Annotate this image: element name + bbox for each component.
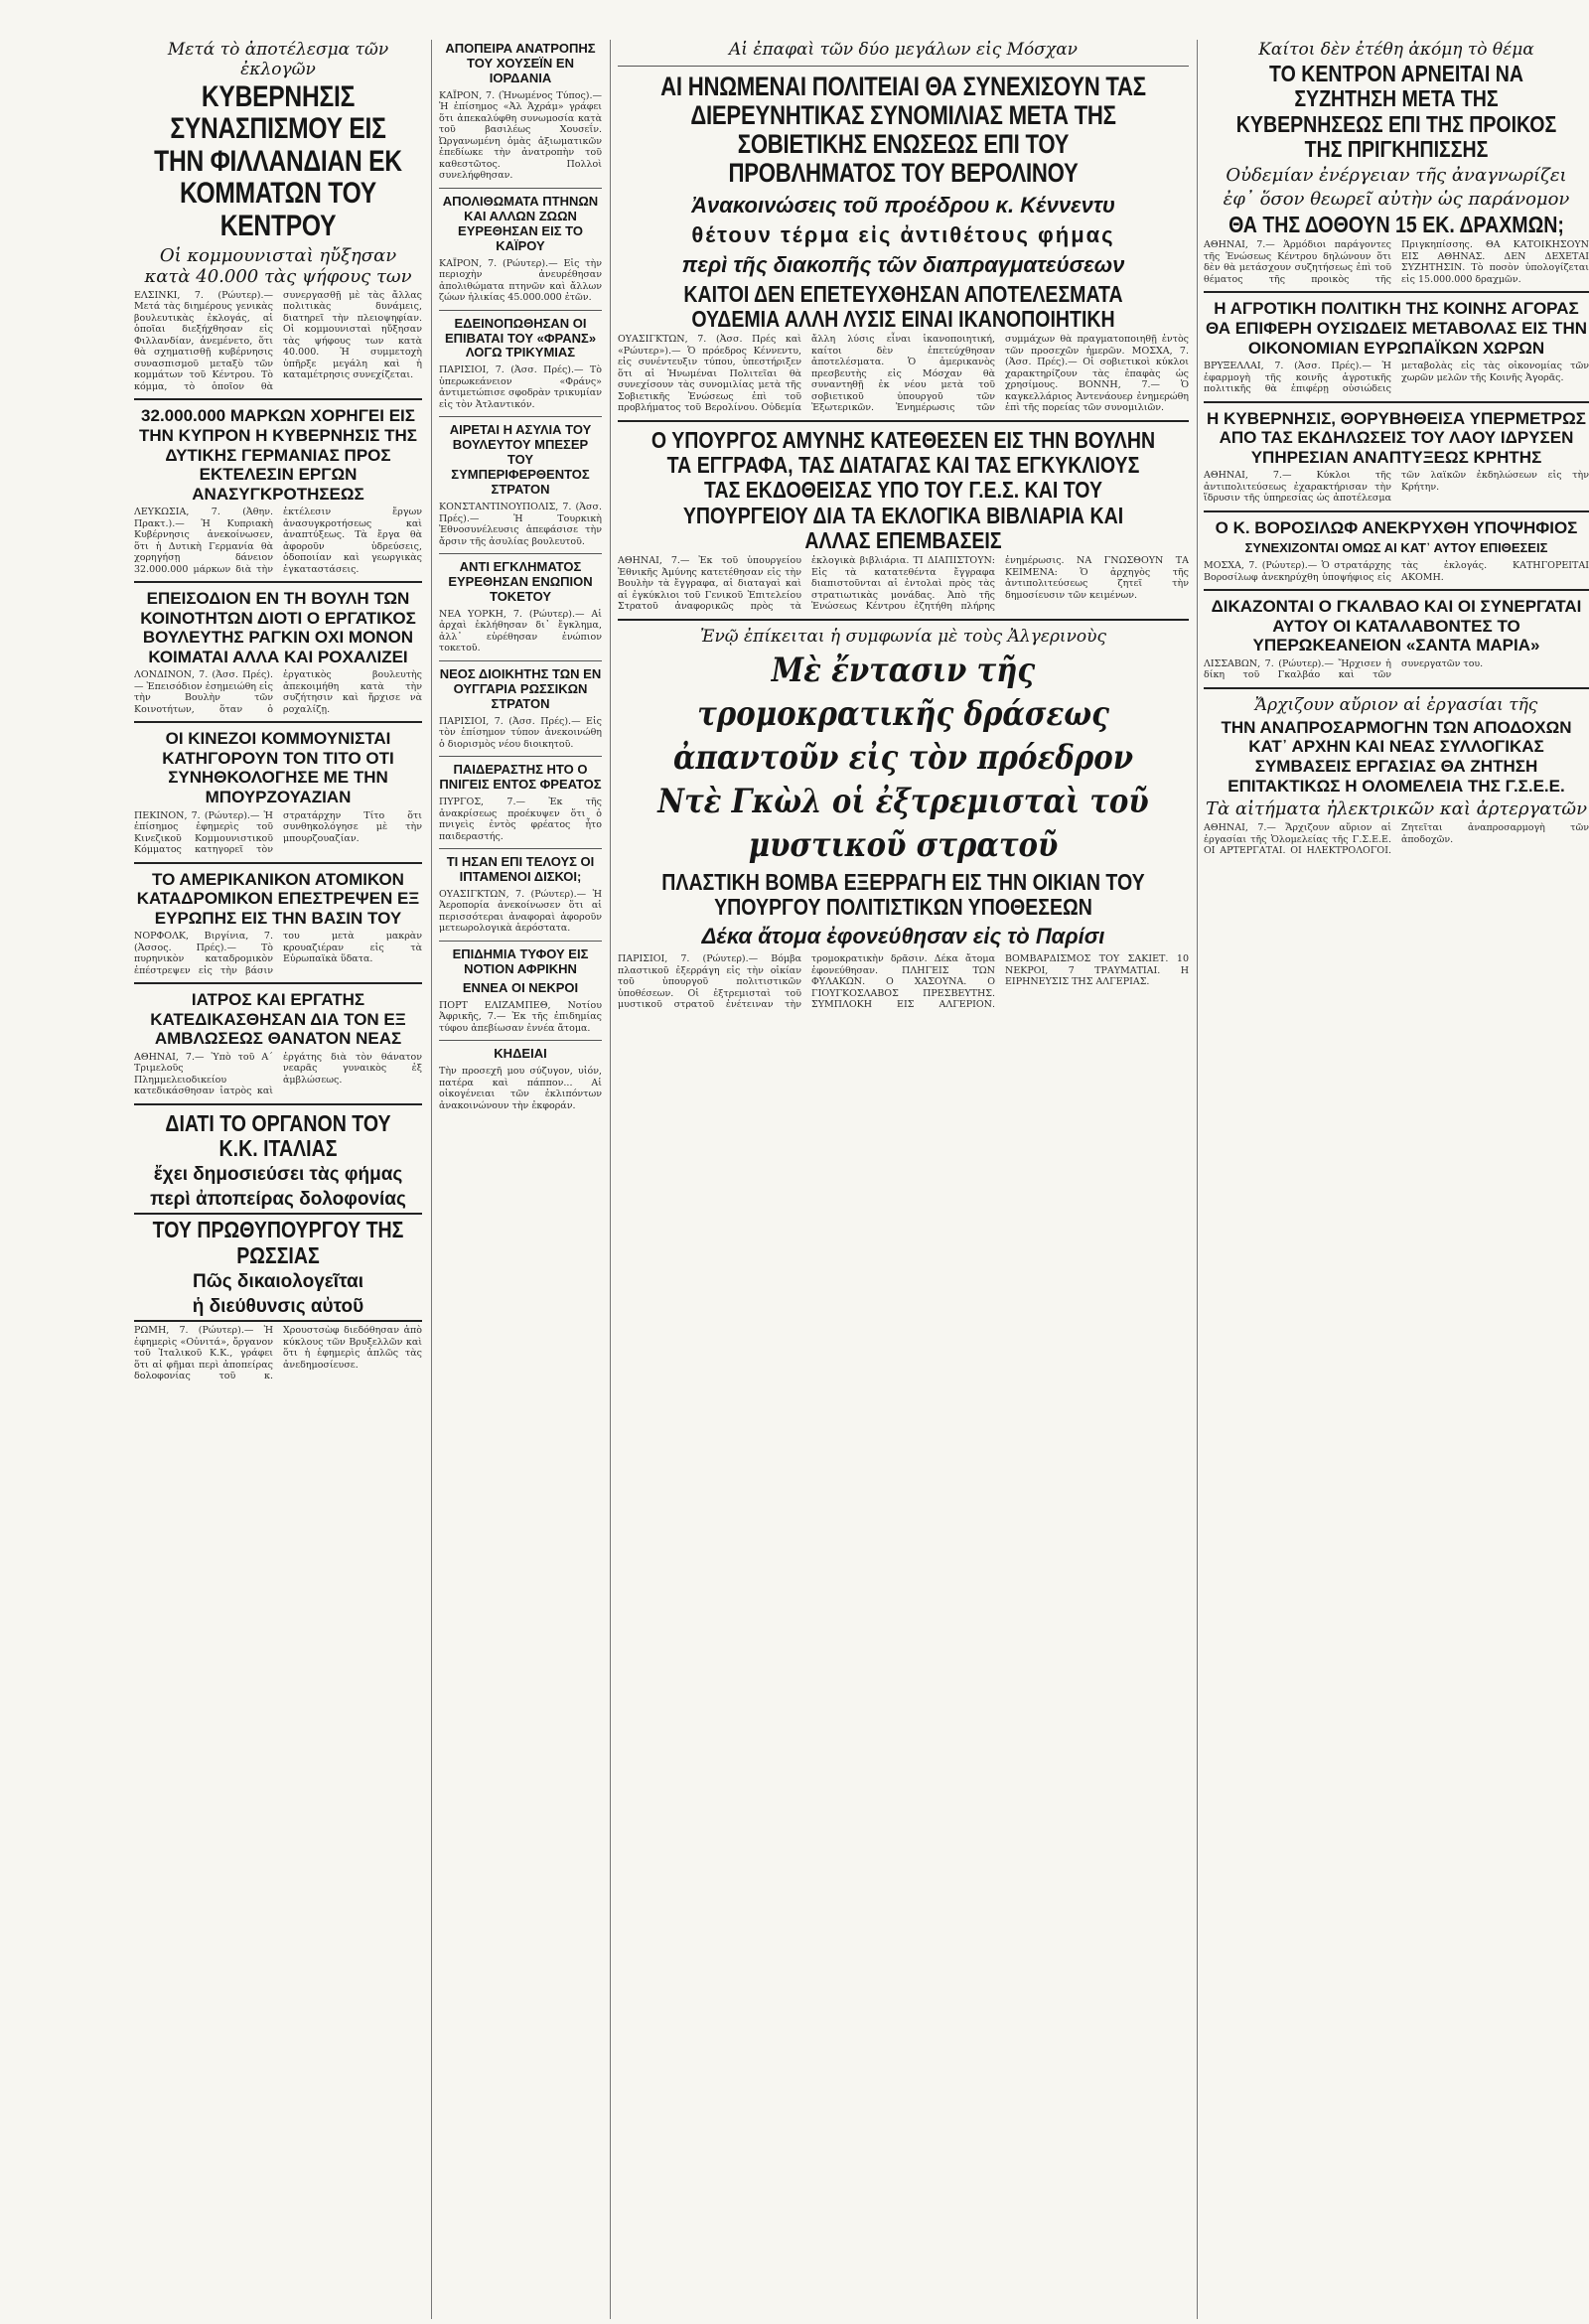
headline: ΟΙ ΚΙΝΕΖΟΙ ΚΟΜΜΟΥΝΙΣΤΑΙ ΚΑΤΗΓΟΡΟΥΝ ΤΟΝ ΤΙΤΟ ΟΤΙ ΣΥΝΗΘΚΟΛΟΓΗΣΕ ΜΕ ΤΗΝ ΜΠΟΥΡΖΟΥΑΖΙΑΝ xyxy=(162,729,394,807)
subhead: Οὐδεμίαν ἐνέργειαν τῆς ἀναγνωρίζει xyxy=(1226,165,1567,187)
subhead: Δέκα ἄτομα ἐφονεύθησαν εἰς τὸ Παρίσι xyxy=(701,924,1105,949)
headline: ΤΟ ΑΜΕΡΙΚΑΝΙΚΟΝ ΑΤΟΜΙΚΟΝ ΚΑΤΑΔΡΟΜΙΚΟΝ ΕΠΕΣΤΡΕΨΕΝ ΕΞ ΕΥΡΩΠΗΣ ΕΙΣ ΤΗΝ ΒΑΣΙΝ ΤΟΥ xyxy=(136,869,420,928)
headline: ΑΙΡΕΤΑΙ Η ΑΣΥΛΙΑ ΤΟΥ ΒΟΥΛΕΥΤΟΥ ΜΠΕΣΕΡ ΤΟΥ ΣΥΜΠΕΡΙΦΕΡΘΕΝΤΟΣ ΣΤΡΑΤΟΝ xyxy=(449,422,592,498)
article-body: ΑΘΗΝΑΙ, 7.— Κύκλοι τῆς ἀντιπολιτεύσεως ἐχαρακτήρισαν τὴν ἵδρυσιν τῆς ὑπηρεσίας ὡς ἀποτέλεσμα τῶν λαϊκῶν ἐκδηλώσεων εἰς τὴν Κρήτην. xyxy=(1204,470,1589,505)
divider xyxy=(618,619,1189,621)
article-body: ΒΡΥΞΕΛΛΑΙ, 7. (Ἀσσ. Πρές).— Ἡ ἐφαρμογὴ τῆς κοινῆς ἀγροτικῆς πολιτικῆς θὰ ἐπιφέρῃ οὐσιώδεις μεταβολὰς εἰς τὰς οἰκονομίας τῶν χωρῶν μελῶν τῆς Κοινῆς Ἀγορᾶς. xyxy=(1204,361,1589,395)
divider xyxy=(439,1040,602,1041)
headline: ΝΕΟΣ ΔΙΟΙΚΗΤΗΣ ΤΩΝ ΕΝ ΟΥΓΓΑΡΙΑ ΡΩΣΣΙΚΩΝ ΣΤΡΑΤΟΝ xyxy=(439,665,602,711)
center-column xyxy=(618,38,1189,2317)
subhead: Πῶς δικαιολογεῖται xyxy=(193,1271,363,1293)
column-rule-2 xyxy=(610,40,611,2319)
subhead: ἔχει δημοσιεύσει τὰς φήμας xyxy=(153,1164,403,1186)
subhead: Οἱ κομμουνισταὶ ηὔξησαν κατὰ 40.000 τὰς ψήφους των xyxy=(144,244,412,287)
headline: ΤΙ ΗΣΑΝ ΕΠΙ ΤΕΛΟΥΣ ΟΙ ΙΠΤΑΜΕΝΟΙ ΔΙΣΚΟΙ; xyxy=(446,854,595,884)
kicker: Καίτοι δὲν ἐτέθη ἀκόμη τὸ θέμα xyxy=(1258,40,1534,60)
headline: ΠΑΙΔΕΡΑΣΤΗΣ ΗΤΟ Ο ΠΝΙΓΕΙΣ ΕΝΤΟΣ ΦΡΕΑΤΟΣ xyxy=(439,762,602,793)
article-body: ΝΟΡΦΟΛΚ, Βιργίνια, 7. (Ἀσσος. Πρές).— Τὸ πυρηνικὸν καταδρομικὸν ἐπέστρεψεν εἰς τὴν βάσιν του μετὰ μακρὰν κρουαζιέραν εἰς τὰ Εὐρωπαϊκὰ ὕδατα. xyxy=(134,931,422,976)
article-body: ΑΘΗΝΑΙ, 7.— Ὑπὸ τοῦ Α΄ Τριμελοῦς Πλημμελειοδικείου κατεδικάσθησαν ἰατρὸς καὶ ἐργάτης διὰ τὸν θάνατον νεαρᾶς γυναικὸς ἐξ ἀμβλώσεως. xyxy=(134,1051,422,1097)
article-body: ΠΥΡΓΟΣ, 7.— Ἐκ τῆς ἀνακρίσεως προέκυψεν ὅτι ὁ πνιγεὶς ἐντὸς φρέατος ἦτο παιδεραστής. xyxy=(439,797,602,842)
headline: ΤΟ ΚΕΝΤΡΟΝ ΑΡΝΕΙΤΑΙ ΝΑ ΣΥΖΗΤΗΣΗ ΜΕΤΑ ΤΗΣ ΚΥΒΕΡΝΗΣΕΩΣ ΕΠΙ ΤΗΣ ΠΡΟΙΚΟΣ ΤΗΣ ΠΡΙΓΚΗΠΙΣΣΗΣ xyxy=(1235,61,1557,162)
headline: ΑΙ ΗΝΩΜΕΝΑΙ ΠΟΛΙΤΕΙΑΙ ΘΑ ΣΥΝΕΧΙΣΟΥΝ ΤΑΣ ΔΙΕΡΕΥΝΗΤΙΚΑΣ ΣΥΝΟΜΙΛΙΑΣ ΜΕΤΑ ΤΗΣ ΣΟΒΙΕΤΙΚΗΣ ΕΝΩΣΕΩΣ ΕΠΙ ΤΟΥ ΠΡΟΒΛΗΜΑΤΟΣ ΤΟΥ ΒΕΡΟΛΙΝΟΥ xyxy=(660,72,1146,189)
headline: Η ΚΥΒΕΡΝΗΣΙΣ, ΘΟΡΥΒΗΘΕΙΣΑ ΥΠΕΡΜΕΤΡΩΣ ΑΠΟ ΤΑΣ ΕΚΔΗΛΩΣΕΙΣ ΤΟΥ ΛΑΟΥ ΙΔΡΥΣΕΝ ΥΠΗΡΕΣΙΑΝ ΑΝΑΠΤΥΞΕΩΣ ΚΡΗΤΗΣ xyxy=(1207,408,1586,467)
article-body: ΟΥΑΣΙΓΚΤΩΝ, 7. (Ἀσσ. Πρές καὶ «Ρώυτερ»).— Ὁ πρόεδρος Κέννεντυ, εἰς συνέντευξιν τύπου, ὑπεστήριξεν ὅτι αἱ Ἡνωμέναι Πολιτεῖαι θὰ συνεχίσουν τὰς συνομιλίας μετὰ τῆς Σοβιετικῆς Ἑνώσεως ἐπὶ τοῦ προβλήματος τοῦ Βερολίνου. Οὐδεμία ἄλλη λύσις εἶναι ἱκανοποιητική, καίτοι δὲν ἐπετεύχθησαν ἀποτελέσματα. Ὁ ἀμερικανὸς πρεσβευτὴς εἰς Μόσχαν θὰ συναντηθῇ ἐκ νέου μετὰ τοῦ σοβιετικοῦ ὑπουργοῦ τῶν Ἐξωτερικῶν. Ἐνημέρωσις τῶν συμμάχων θὰ πραγματοποιηθῇ ἐντὸς τῶν προσεχῶν ἡμερῶν. ΜΟΣΧΑ, 7. (Ἀσσ. Πρές).— Οἱ σοβιετικοὶ κύκλοι χαρακτηρίζουν τὰς ἐπαφὰς ὡς χρησίμους. ΒΟΝΝΗ, 7.— Ὁ καγκελλάριος Ἀντενάουερ ἐνημερώθη ἐπὶ τῆς πορείας τῶν συνομιλιῶν. xyxy=(618,334,1189,414)
headline: ΕΔΕΙΝΟΠΩΘΗΣΑΝ ΟΙ ΕΠΙΒΑΤΑΙ ΤΟΥ «ΦΡΑΝΣ» ΛΟΓΩ ΤΡΙΚΥΜΙΑΣ xyxy=(444,315,597,361)
headline: Η ΑΓΡΟΤΙΚΗ ΠΟΛΙΤΙΚΗ ΤΗΣ ΚΟΙΝΗΣ ΑΓΟΡΑΣ ΘΑ ΕΠΙΦΕΡΗ ΟΥΣΙΩΔΕΙΣ ΜΕΤΑΒΟΛΑΣ ΕΙΣ ΤΗΝ ΟΙΚΟΝΟΜΙΑΝ ΕΥΡΩΠΑΪΚΩΝ ΧΩΡΩΝ xyxy=(1206,299,1587,358)
article-body: ΛΟΝΔΙΝΟΝ, 7. (Ἀσσ. Πρές).— Ἐπεισόδιον ἐσημειώθη εἰς τὴν Βουλὴν τῶν Κοινοτήτων, ὅταν ὁ ἐργατικὸς βουλευτὴς ἀπεκοιμήθη κατὰ τὴν συζήτησιν καὶ ἤρχισε νὰ ροχαλίζῃ. xyxy=(134,669,422,715)
column-2 xyxy=(439,38,602,2317)
kicker: Αἱ ἐπαφαὶ τῶν δύο μεγάλων εἰς Μόσχαν xyxy=(728,40,1079,60)
article-body: ΟΥΑΣΙΓΚΤΩΝ, 7. (Ρώυτερ).— Ἡ Ἀεροπορία ἀνεκοίνωσεν ὅτι αἱ περισσότεραι ἀναφοραὶ ἀφοροῦν μετεωρολογικὰ ἀερόστατα. xyxy=(439,888,602,935)
article-body: ΛΙΣΣΑΒΩΝ, 7. (Ρώυτερ).— Ἤρχισεν ἡ δίκη τοῦ Γκαλβάο καὶ τῶν συνεργατῶν του. xyxy=(1204,657,1484,681)
subhead: ἐφ᾽ ὅσον θεωρεῖ αὐτὴν ὡς παράνομον xyxy=(1223,189,1570,211)
divider xyxy=(439,848,602,849)
subhead: θέτουν τέρμα εἰς ἀντιθέτους φήμας xyxy=(691,221,1115,247)
article-body: ΝΕΑ ΥΟΡΚΗ, 7. (Ρώυτερ).— Αἱ ἀρχαὶ ἐκλήθησαν δι᾽ ἔγκλημα, ἀλλ᾽ εὑρέθησαν ἐνώπιον τοκετοῦ. xyxy=(439,608,602,654)
article-body: ΚΑΪΡΟΝ, 7. (Ρώυτερ).— Εἰς τὴν περιοχὴν ἀνευρέθησαν ἀπολιθώματα πτηνῶν καὶ ἄλλων ζώων ἡλικίας 45.000.000 ἐτῶν. xyxy=(439,257,602,304)
article-body: ΕΛΣΙΝΚΙ, 7. (Ρώυτερ).— Μετά τὰς διημέρους γενικὰς βουλευτικὰς ἐκλογάς, αἱ ὁποῖαι διεξήχθησαν εἰς Φιλλανδίαν, ἀνεμένετο, ὅτι θὰ σχηματισθῇ κυβέρνησις συνασπισμοῦ μεταξὺ τῶν κομμάτων τοῦ Κέντρου. Τὸ κόμμα, τὸ ὁποῖον θὰ συνεργασθῇ μὲ τὰς ἄλλας πολιτικὰς δυνάμεις, διατηρεῖ τὴν πλειοψηφίαν. Οἱ κομμουνισταὶ ηὔξησαν τὰς ψήφους των κατὰ 40.000. Ἡ συμμετοχὴ ὑπῆρξε μεγάλη καὶ ἡ καταμέτρησις συνεχίζεται. xyxy=(134,289,422,392)
divider xyxy=(134,581,422,583)
divider xyxy=(439,310,602,311)
divider xyxy=(134,862,422,864)
headline: ΚΥΒΕΡΝΗΣΙΣ ΣΥΝΑΣΠΙΣΜΟΥ ΕΙΣ ΤΗΝ ΦΙΛΛΑΝΔΙΑΝ ΕΚ ΚΟΜΜΑΤΩΝ ΤΟΥ ΚΕΝΤΡΟΥ xyxy=(154,80,402,242)
subhead: περὶ ἀποπείρας δολοφονίας xyxy=(134,1189,422,1215)
article-body: ΠΑΡΙΣΙΟΙ, 7. (Ρώυτερ).— Βόμβα πλαστικοῦ ἐξερράγη εἰς τὴν οἰκίαν τοῦ ὑπουργοῦ πολιτιστικῶν ὑποθέσεων. Οἱ ἐξτρεμισταὶ τοῦ μυστικοῦ στρατοῦ ἐνέτειναν τὴν τρομοκρατικὴν δρᾶσιν. Δέκα ἄτομα ἐφονεύθησαν. ΠΛΗΓΕΙΣ ΤΩΝ ΦΥΛΑΚΩΝ. Ο ΧΑΣΟΥΝΑ. Ο ΓΙΟΥΓΚΟΣΛΑΒΟΣ ΠΡΕΣΒΕΥΤΗΣ. ΣΥΜΠΛΟΚΗ ΕΙΣ ΑΛΓΕΡΙΟΝ. ΒΟΜΒΑΡΔΙΣΜΟΣ ΤΟΥ ΣΑΚΙΕΤ. 10 ΝΕΚΡΟΙ, 7 ΤΡΑΥΜΑΤΙΑΙ. Η ΕΙΡΗΝΕΥΣΙΣ ΤΗΣ ΑΛΓΕΡΙΑΣ. xyxy=(618,953,1189,1011)
article-body: ΠΕΚΙΝΟΝ, 7. (Ρώυτερ).— Ἡ ἐπίσημος ἐφημερὶς τοῦ Κινεζικοῦ Κομμουνιστικοῦ Κόμματος κατηγορεῖ τὸν στρατάρχην Τίτο ὅτι συνθηκολόγησε μὲ τὴν μπουρζουαζίαν. xyxy=(134,809,422,856)
column-rule-3 xyxy=(1197,40,1198,2319)
column-1 xyxy=(134,38,422,2317)
headline: ΔΙΚΑΖΟΝΤΑΙ Ο ΓΚΑΛΒΑΟ ΚΑΙ ΟΙ ΣΥΝΕΡΓΑΤΑΙ ΑΥΤΟΥ ΟΙ ΚΑΤΑΛΑΒΟΝΤΕΣ ΤΟ ΥΠΕΡΩΚΕΑΝΕΙΟΝ «ΣΑΝΤΑ ΜΑΡΙΑ» xyxy=(1211,597,1582,655)
headline: ΚΗΔΕΙΑΙ xyxy=(494,1046,547,1062)
headline: 32.000.000 ΜΑΡΚΩΝ ΧΟΡΗΓΕΙ ΕΙΣ ΤΗΝ ΚΥΠΡΟΝ Η ΚΥΒΕΡΝΗΣΙΣ ΤΗΣ ΔΥΤΙΚΗΣ ΓΕΡΜΑΝΙΑΣ ΠΡΟΣ ΕΚΤΕΛΕΣΙΝ ΕΡΓΩΝ ΑΝΑΣΥΓΚΡΟΤΗΣΕΩΣ xyxy=(139,406,417,504)
headline: Μὲ ἔντασιν τῆς τρομοκρατικῆς δράσεως ἀπαντοῦν εἰς τὸν πρόεδρον Ντὲ Γκὼλ οἱ ἐξτρεμισταὶ τοῦ μυστικοῦ στρατοῦ xyxy=(657,650,1149,866)
article-body: ΑΘΗΝΑΙ, 7.— Ἐκ τοῦ ὑπουργείου Ἐθνικῆς Ἀμύνης κατετέθησαν εἰς τὴν Βουλὴν τὰ ἔγγραφα, αἱ διαταγαὶ καὶ αἱ ἐγκύκλιοι τοῦ Γενικοῦ Ἐπιτελείου Στρατοῦ ἀναφορικῶς πρὸς τὰ ἐκλογικὰ βιβλιάρια. ΤΙ ΔΙΑΠΙΣΤΟΥΝ: Εἰς τὰ κατατεθέντα ἔγγραφα διαπιστοῦνται αἱ ἐντολαὶ πρὸς τὰς στρατιωτικὰς μονάδας. Ἀπὸ τῆς Ἑνώσεως Κέντρου ἐζητήθη πλήρης ἐνημέρωσις. ΝΑ ΓΝΩΣΘΟΥΝ ΤΑ ΚΕΙΜΕΝΑ: Ὁ ἀρχηγὸς τῆς ἀντιπολιτεύσεως ζητεῖ τὴν δημοσίευσιν τῶν κειμένων. xyxy=(618,555,1189,613)
headline: ΙΑΤΡΟΣ ΚΑΙ ΕΡΓΑΤΗΣ ΚΑΤΕΔΙΚΑΣΘΗΣΑΝ ΔΙΑ ΤΟΝ ΕΞ ΑΜΒΛΩΣΕΩΣ ΘΑΝΑΤΟΝ ΝΕΑΣ xyxy=(150,990,406,1049)
headline: ΕΠΕΙΣΟΔΙΟΝ ΕΝ ΤΗ ΒΟΥΛΗ ΤΩΝ ΚΟΙΝΟΤΗΤΩΝ ΔΙΟΤΙ Ο ΕΡΓΑΤΙΚΟΣ ΒΟΥΛΕΥΤΗΣ ΡΑΓΚΙΝ ΟΧΙ ΜΟΝΟΝ ΚΟΙΜΑΤΑΙ ΑΛΛΑ ΚΑΙ ΡΟΧΑΛΙΖΕΙ xyxy=(140,589,416,666)
article-body: ΡΩΜΗ, 7. (Ρώυτερ).— Ἡ ἐφημερὶς «Οὐνιτά», ὄργανον τοῦ Ἰταλικοῦ Κ.Κ., γράφει ὅτι αἱ φῆμαι περὶ ἀποπείρας δολοφονίας τοῦ κ. Χρουστσὼφ διεδόθησαν ἀπὸ κύκλους τῶν Βρυξελλῶν καὶ ὅτι ἡ ἐφημερὶς ἀπλῶς τὰς ἀνεδημοσίευσε. xyxy=(134,1325,422,1382)
article-body: ΚΟΝΣΤΑΝΤΙΝΟΥΠΟΛΙΣ, 7. (Ἀσσ. Πρές).— Ἡ Τουρκικὴ Ἐθνοσυνέλευσις ἀπεφάσισε τὴν ἄρσιν τῆς ἀσυλίας βουλευτοῦ. xyxy=(439,502,602,547)
kicker: Μετά τὸ ἀποτέλεσμα τῶν ἐκλογῶν xyxy=(167,40,389,79)
headline: ΑΠΟΛΙΘΩΜΑΤΑ ΠΤΗΝΩΝ ΚΑΙ ΑΛΛΩΝ ΖΩΩΝ ΕΥΡΕΘΗΣΑΝ ΕΙΣ ΤΟ ΚΑΪΡΟΥ xyxy=(442,193,599,253)
divider xyxy=(1204,687,1589,689)
headline: ΑΝΤΙ ΕΓΚΛΗΜΑΤΟΣ ΕΥΡΕΘΗΣΑΝ ΕΝΩΠΙΟΝ ΤΟΚΕΤΟΥ xyxy=(448,559,593,604)
headline: ΚΑΙΤΟΙ ΔΕΝ ΕΠΕΤΕΥΧΘΗΣΑΝ ΑΠΟΤΕΛΕΣΜΑΤΑ ΟΥΔΕΜΙΑ ΑΛΛΗ ΛΥΣΙΣ ΕΙΝΑΙ ΙΚΑΝΟΠΟΙΗΤΙΚΗ xyxy=(683,280,1123,332)
headline: Ο ΥΠΟΥΡΓΟΣ ΑΜΥΝΗΣ ΚΑΤΕΘΕΣΕΝ ΕΙΣ ΤΗΝ ΒΟΥΛΗΝ ΤΑ ΕΓΓΡΑΦΑ, ΤΑΣ ΔΙΑΤΑΓΑΣ ΚΑΙ ΤΑΣ ΕΓΚΥΚΛΙΟΥΣ ΤΑΣ ΕΚΔΟΘΕΙΣΑΣ ΥΠΟ ΤΟΥ Γ.Ε.Σ. ΚΑΙ ΤΟΥ ΥΠΟΥΡΓΕΙΟΥ ΔΙΑ ΤΑ ΕΚΛΟΓΙΚΑ ΒΙΒΛΙΑΡΙΑ ΚΑΙ ΑΛΛΑΣ ΕΠΕΜΒΑΣΕΙΣ xyxy=(650,426,1156,553)
article-body: ΠΟΡΤ ΕΛΙΖΑΜΠΕΘ, Νοτίου Ἀφρικῆς, 7.— Ἐκ τῆς ἐπιδημίας τύφου ἀπεβίωσαν ἐννέα ἄτομα. xyxy=(439,999,602,1034)
divider xyxy=(439,941,602,942)
headline: ΕΠΙΔΗΜΙΑ ΤΥΦΟΥ ΕΙΣ ΝΟΤΙΟΝ ΑΦΡΙΚΗΝ xyxy=(452,945,589,976)
divider xyxy=(439,553,602,554)
kicker: Ἄρχιζουν αὔριον αἱ ἐργασίαι τῆς xyxy=(1254,694,1538,715)
headline: ΤΗΝ ΑΝΑΠΡΟΣΑΡΜΟΓΗΝ ΤΩΝ ΑΠΟΔΟΧΩΝ ΚΑΤ᾽ ΑΡΧΗΝ ΚΑΙ ΝΕΑΣ ΣΥΛΛΟΓΙΚΑΣ ΣΥΜΒΑΣΕΙΣ ΕΡΓΑΣΙΑΣ ΘΑ ΖΗΤΗΣΗ ΕΠΙΤΑΚΤΙΚΩΣ Η ΟΛΟΜΕΛΕΙΑ ΤΗΣ Γ.Σ.Ε.Ε. xyxy=(1221,717,1572,796)
divider xyxy=(134,721,422,723)
subhead: ΣΥΝΕΧΙΖΟΝΤΑΙ ΟΜΩΣ ΑΙ ΚΑΤ᾽ ΑΥΤΟΥ ΕΠΙΘΕΣΕΙΣ xyxy=(1244,540,1548,556)
divider xyxy=(134,982,422,984)
subhead: ἡ διεύθυνσις αὐτοῦ xyxy=(134,1296,422,1322)
column-rule-1 xyxy=(431,40,432,2319)
subhead: περὶ τῆς διακοπῆς τῶν διαπραγματεύσεων xyxy=(681,251,1125,277)
divider xyxy=(439,660,602,661)
article-body: ΛΕΥΚΩΣΙΑ, 7. (Ἀθην. Πρακτ.).— Ἡ Κυπριακὴ Κυβέρνησις ἀνεκοίνωσεν, ὅτι ἡ Δυτικὴ Γερμανία θὰ χορηγήσῃ δάνειον 32.000.000 μάρκων διὰ τὴν ἐκτέλεσιν ἔργων ἀνασυγκροτήσεως καὶ ἀναπτύξεως. Τὰ ἔργα θὰ ἀφοροῦν ὑδρεύσεις, ὁδοποιίαν καὶ γεωργικὰς ἐγκαταστάσεις. xyxy=(134,507,422,575)
divider xyxy=(439,188,602,189)
divider xyxy=(1204,401,1589,403)
headline: ΔΙΑΤΙ ΤΟ ΟΡΓΑΝΟΝ ΤΟΥ Κ.Κ. ΙΤΑΛΙΑΣ xyxy=(165,1109,391,1162)
subhead: Ἀνακοινώσεις τοῦ προέδρου κ. Κέννεντυ xyxy=(691,192,1115,218)
divider xyxy=(1204,510,1589,512)
divider xyxy=(1204,291,1589,293)
subhead: Τὰ αἰτήματα ἠλεκτρικῶν καὶ ἀρτεργατῶν xyxy=(1205,799,1588,820)
divider xyxy=(618,420,1189,422)
headline: ΤΟΥ ΠΡΩΘΥΠΟΥΡΓΟΥ ΤΗΣ ΡΩΣΣΙΑΣ xyxy=(152,1217,404,1268)
article-body: ΑΘΗΝΑΙ, 7.— Ἄρχιζουν αὔριον αἱ ἐργασίαι τῆς Ὁλομελείας τῆς Γ.Σ.Ε.Ε. ΟΙ ΑΡΤΕΡΓΑΤΑΙ. ΟΙ ΗΛΕΚΤΡΟΛΟΓΟΙ. Ζητεῖται ἀναπροσαρμογὴ τῶν ἀποδοχῶν. xyxy=(1204,822,1589,857)
kicker: Ἐνῷ ἐπίκειται ἡ συμφωνία μὲ τοὺς Ἀλγερινοὺς xyxy=(699,626,1107,647)
divider xyxy=(618,66,1189,67)
divider xyxy=(439,756,602,757)
divider xyxy=(1204,589,1589,591)
headline: ΠΛΑΣΤΙΚΗ ΒΟΜΒΑ ΕΞΕΡΡΑΓΗ ΕΙΣ ΤΗΝ ΟΙΚΙΑΝ ΤΟΥ ΥΠΟΥΡΓΟΥ ΠΟΛΙΤΙΣΤΙΚΩΝ ΥΠΟΘΕΣΕΩΝ xyxy=(661,868,1145,920)
divider xyxy=(134,398,422,400)
subhead: ΕΝΝΕΑ ΟΙ ΝΕΚΡΟΙ xyxy=(462,979,579,995)
article-body: ΠΑΡΙΣΙΟΙ, 7. (Ἀσσ. Πρές).— Εἰς τὸν ἐπίσημον τύπον ἀνεκοινώθη ὁ διορισμὸς νέου διοικητοῦ. xyxy=(439,715,602,750)
headline: ΑΠΟΠΕΙΡΑ ΑΝΑΤΡΟΠΗΣ ΤΟΥ ΧΟΥΣΕΪΝ ΕΝ ΙΟΡΔΑΝΙΑ xyxy=(445,41,596,85)
article-body: ΑΘΗΝΑΙ, 7.— Ἁρμόδιοι παράγοντες τῆς Ἑνώσεως Κέντρου δηλώνουν ὅτι δὲν θὰ μετάσχουν συζητήσεως ἐπὶ τοῦ θέματος τῆς προικὸς τῆς Πριγκηπίσσης. ΘΑ ΚΑΤΟΙΚΗΣΟΥΝ ΕΙΣ ΑΘΗΝΑΣ. ΔΕΝ ΔΕΧΕΤΑΙ ΣΥΖΗΤΗΣΙΝ. Τὸ ποσὸν ὑπολογίζεται εἰς 15.000.000 δραχμῶν. xyxy=(1204,239,1589,285)
divider xyxy=(439,416,602,417)
article-body: Τὴν προσεχῆ μου σύζυγον, υἱόν, πατέρα καὶ πάππον... Αἱ οἰκογένειαι τῶν ἐκλιπόντων ἀνακοινώνουν τὴν ἐκφοράν. xyxy=(439,1066,602,1111)
article-body: ΠΑΡΙΣΙΟΙ, 7. (Ἀσσ. Πρές).— Τὸ ὑπερωκεάνειον «Φράνς» ἀντιμετώπισε σφοδρὰν τρικυμίαν εἰς τὸν Ἀτλαντικόν. xyxy=(439,364,602,410)
headline: ΘΑ ΤΗΣ ΔΟΘΟΥΝ 15 ΕΚ. ΔΡΑΧΜΩΝ; xyxy=(1228,212,1564,238)
column-4 xyxy=(1204,38,1589,2317)
divider xyxy=(134,1103,422,1105)
article-body: ΚΑΪΡΟΝ, 7. (Ἠνωμένος Τύπος).— Ἡ ἐπίσημος «Ἀλ Ἀχράμ» γράφει ὅτι ἀπεκαλύφθη συνωμοσία κατὰ τοῦ βασιλέως Χουσεΐν. Ὠργανωμένη ὁμὰς ἀξιωματικῶν ἐπεδίωκε τὴν ἀνατροπὴν τοῦ καθεστῶτος. Πολλοὶ συνελήφθησαν. xyxy=(439,89,602,182)
article-body: ΜΟΣΧΑ, 7. (Ρώυτερ).— Ὁ στρατάρχης Βοροσίλωφ ἀνεκηρύχθη ὑποψήφιος εἰς τὰς ἐκλογάς. ΚΑΤΗΓΟΡΕΙΤΑΙ ΑΚΟΜΗ. xyxy=(1204,560,1589,583)
headline: Ο Κ. ΒΟΡΟΣΙΛΩΦ ΑΝΕΚΡΥΧΘΗ ΥΠΟΨΗΦΙΟΣ xyxy=(1215,517,1578,537)
